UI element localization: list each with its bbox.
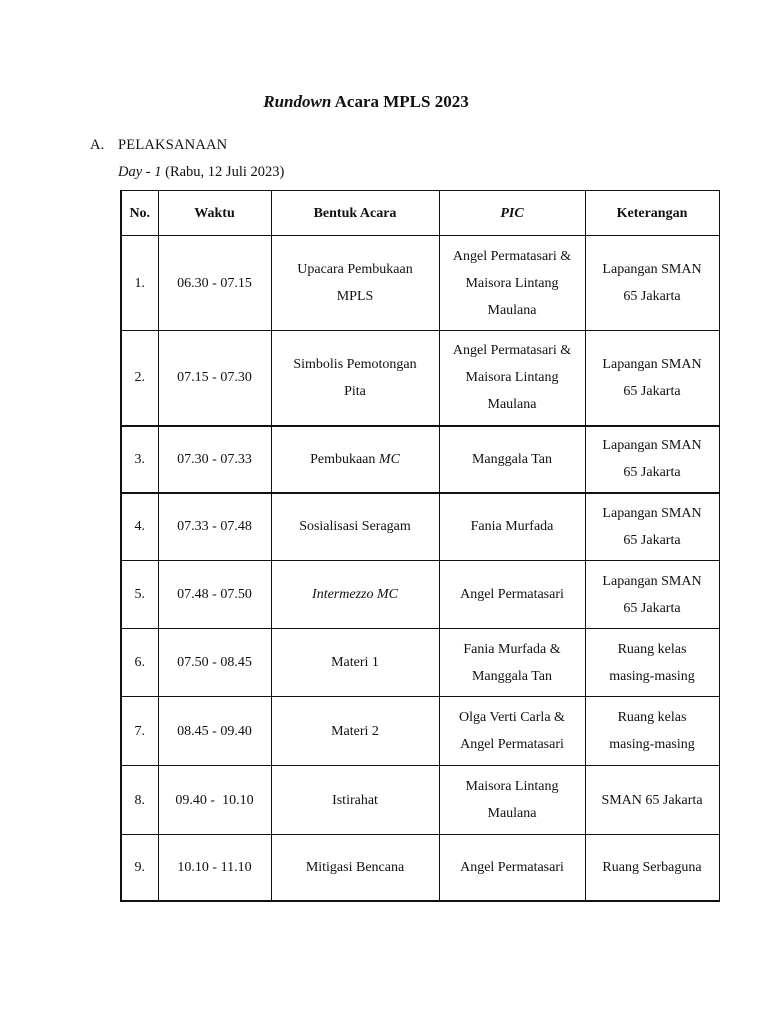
cell-keterangan: Lapangan SMAN 65 Jakarta bbox=[585, 331, 719, 426]
cell-waktu: 10.10 - 11.10 bbox=[158, 835, 271, 901]
cell-no: 7. bbox=[121, 697, 158, 766]
table-row bbox=[121, 331, 719, 426]
cell-no: 8. bbox=[121, 766, 158, 835]
cell-keterangan: Lapangan SMAN 65 Jakarta bbox=[585, 426, 719, 493]
cell-no: 9. bbox=[121, 835, 158, 901]
cell-waktu: 09.40 - 10.10 bbox=[158, 766, 271, 835]
table-row bbox=[121, 697, 719, 766]
cell-no: 2. bbox=[121, 331, 158, 426]
document-title bbox=[0, 92, 732, 112]
cell-waktu: 07.30 - 07.33 bbox=[158, 426, 271, 493]
table-row bbox=[121, 426, 719, 493]
cell-pic: Maisora Lintang Maulana bbox=[439, 766, 585, 835]
header-bentuk-acara: Bentuk Acara bbox=[271, 191, 439, 236]
table-header-row bbox=[121, 191, 719, 236]
header-no: No. bbox=[121, 191, 158, 236]
cell-pic: Fania Murfada bbox=[439, 493, 585, 561]
section-heading bbox=[90, 137, 227, 154]
cell-keterangan: SMAN 65 Jakarta bbox=[585, 766, 719, 835]
cell-pic: Angel Permatasari & Maisora Lintang Maulana bbox=[439, 236, 585, 331]
section-title: PELAKSANAAN bbox=[118, 137, 228, 153]
cell-waktu: 07.50 - 08.45 bbox=[158, 629, 271, 697]
cell-no: 4. bbox=[121, 493, 158, 561]
table-row bbox=[121, 236, 719, 331]
cell-keterangan: Ruang Serbaguna bbox=[585, 835, 719, 901]
day-label: Day - 1 bbox=[118, 164, 162, 180]
cell-no: 6. bbox=[121, 629, 158, 697]
bentuk-plain: Pembukaan bbox=[310, 451, 379, 467]
cell-waktu: 08.45 - 09.40 bbox=[158, 697, 271, 766]
header-waktu: Waktu bbox=[158, 191, 271, 236]
cell-waktu: 07.48 - 07.50 bbox=[158, 561, 271, 629]
header-pic: PIC bbox=[439, 191, 585, 236]
cell-bentuk-acara: Istirahat bbox=[271, 766, 439, 835]
section-letter: A. bbox=[90, 137, 105, 153]
day-line bbox=[118, 164, 284, 181]
cell-waktu: 07.15 - 07.30 bbox=[158, 331, 271, 426]
cell-pic: Olga Verti Carla & Angel Permatasari bbox=[439, 697, 585, 766]
cell-bentuk-acara bbox=[271, 426, 439, 493]
cell-keterangan: Ruang kelas masing-masing bbox=[585, 697, 719, 766]
cell-no: 1. bbox=[121, 236, 158, 331]
cell-waktu: 07.33 - 07.48 bbox=[158, 493, 271, 561]
cell-waktu: 06.30 - 07.15 bbox=[158, 236, 271, 331]
cell-bentuk-acara: Intermezzo MC bbox=[271, 561, 439, 629]
cell-pic: Angel Permatasari & Maisora Lintang Maulana bbox=[439, 331, 585, 426]
cell-bentuk-acara: Mitigasi Bencana bbox=[271, 835, 439, 901]
table-row bbox=[121, 629, 719, 697]
cell-keterangan: Lapangan SMAN 65 Jakarta bbox=[585, 493, 719, 561]
cell-bentuk-acara: Materi 2 bbox=[271, 697, 439, 766]
cell-pic: Angel Permatasari bbox=[439, 835, 585, 901]
day-date: (Rabu, 12 Juli 2023) bbox=[161, 164, 285, 180]
header-keterangan: Keterangan bbox=[585, 191, 719, 236]
cell-bentuk-acara: Materi 1 bbox=[271, 629, 439, 697]
cell-pic: Manggala Tan bbox=[439, 426, 585, 493]
cell-pic: Fania Murfada & Manggala Tan bbox=[439, 629, 585, 697]
cell-keterangan: Lapangan SMAN 65 Jakarta bbox=[585, 561, 719, 629]
cell-pic: Angel Permatasari bbox=[439, 561, 585, 629]
table-row bbox=[121, 493, 719, 561]
table-row bbox=[121, 766, 719, 835]
cell-keterangan: Ruang kelas masing-masing bbox=[585, 629, 719, 697]
table-row bbox=[121, 561, 719, 629]
table-row bbox=[121, 835, 719, 901]
cell-keterangan: Lapangan SMAN 65 Jakarta bbox=[585, 236, 719, 331]
cell-no: 5. bbox=[121, 561, 158, 629]
rundown-table bbox=[120, 190, 720, 902]
title-italic: Rundown bbox=[263, 92, 332, 111]
cell-no: 3. bbox=[121, 426, 158, 493]
cell-bentuk-acara: Upacara Pembukaan MPLS bbox=[271, 236, 439, 331]
title-rest: Acara MPLS 2023 bbox=[331, 92, 469, 111]
cell-bentuk-acara: Simbolis Pemotongan Pita bbox=[271, 331, 439, 426]
cell-bentuk-acara: Sosialisasi Seragam bbox=[271, 493, 439, 561]
bentuk-italic: MC bbox=[378, 451, 400, 467]
